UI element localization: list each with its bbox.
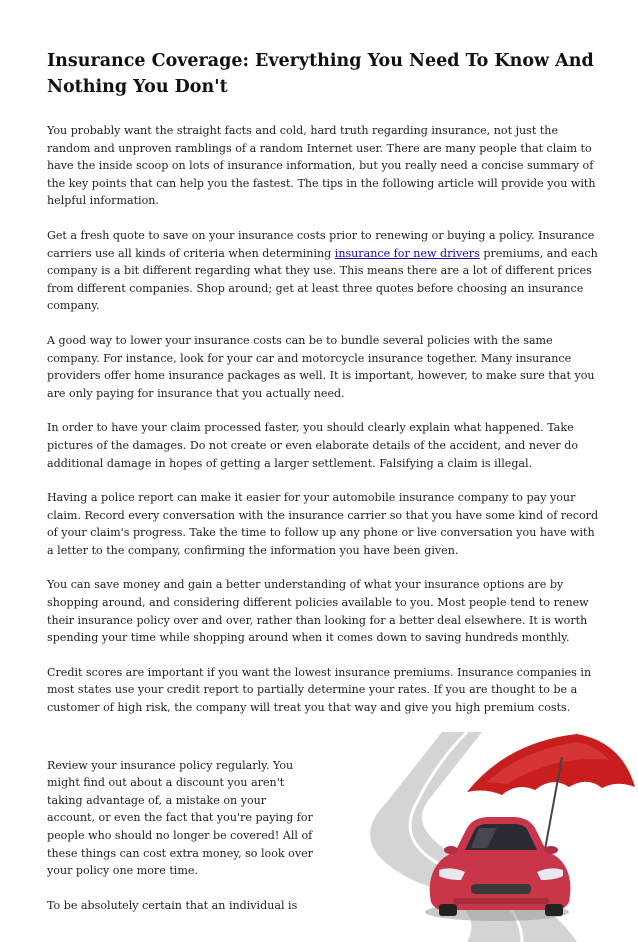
document-page	[47, 48, 599, 931]
paragraph-claim: In order to have your claim processed faster, you should clearly explain what happened. Take pictures of the damages. Do not create or even elaborate details of the accident, and never do additional damage in hopes of getting a larger settlement. Falsifying a claim is illegal.	[47, 421, 579, 470]
car-umbrella-illustration	[347, 732, 637, 942]
car-mirror-right	[544, 846, 558, 854]
car-wheel-right	[545, 904, 563, 916]
side-text-column	[47, 757, 315, 915]
paragraph-certain: To be absolutely certain that an individual is	[47, 898, 298, 912]
article-title: Insurance Coverage: Everything You Need To Know And Nothing You Don't	[47, 51, 594, 97]
paragraph-police-report: Having a police report can make it easier for your automobile insurance company to pay your claim. Record every conversation with the insurance carrier so that you have some kind of record of your claim's progress. Take the time to follow up any phone or live conversation you have with a letter to the company, confirming the information you have been given.	[47, 491, 599, 557]
paragraph-quote-before: Get a fresh quote to save on your insurance costs prior to renewing or buying a policy. Insurance carriers use all kinds of criteria when determining	[47, 228, 595, 260]
insurance-for-new-drivers-link[interactable]: insurance for new drivers	[334, 246, 480, 260]
car-grille	[471, 884, 531, 894]
paragraph-quote	[47, 227, 599, 315]
car-mirror-left	[444, 846, 458, 854]
paragraph-bundle: A good way to lower your insurance costs can be to bundle several policies with the same company. For instance, look for your car and motorcycle insurance together. Many insurance providers offer home insurance packages as well. It is important, however, to make sure that you are only paying for insurance that you actually need.	[47, 333, 595, 400]
split-section	[47, 757, 599, 915]
paragraph-shopping: You can save money and gain a better understanding of what your insurance options are by shopping around, and considering different policies available to you. Most people tend to renew their insurance policy over and over, rather than looking for a better deal elsewhere. It is worth spending your time while shopping around when it comes down to saving hundreds monthly.	[47, 578, 589, 645]
paragraph-intro: You probably want the straight facts and cold, hard truth regarding insurance, not just the random and unproven ramblings of a random Internet user. There are many people that claim to have the inside scoop on lots of insurance information, but you really need a concise summary of the key points that can help you the fastest. The tips in the following article will provide you with helpful information.	[47, 124, 596, 208]
paragraph-quote-after: premiums, and each company is a bit different regarding what they use. This means there are a lot of different prices from different companies. Shop around; get at least three quotes before choosing an insurance company.	[47, 246, 598, 313]
paragraph-credit: Credit scores are important if you want the lowest insurance premiums. Insurance companies in most states use your credit report to partially determine your rates. If you are thought to be a customer of high risk, the company will treat you that way and give you high premium costs.	[47, 665, 592, 715]
paragraph-review: Review your insurance policy regularly. You might find out about a discount you aren't taking advantage of, a mistake on your account, or even the fact that you're paying for people who should no longer be covered! All of these things can cost extra money, so look over your policy one more time.	[47, 758, 313, 878]
car-wheel-left	[439, 904, 457, 916]
